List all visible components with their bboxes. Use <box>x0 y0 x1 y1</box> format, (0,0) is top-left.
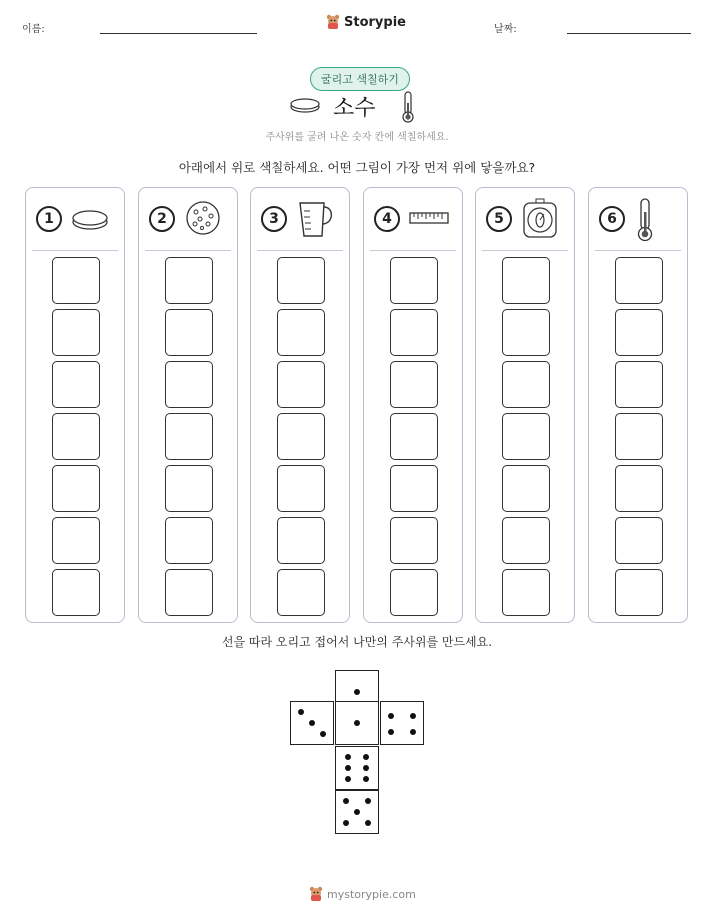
color-box[interactable] <box>502 465 550 512</box>
pip <box>410 729 416 735</box>
pip <box>388 729 394 735</box>
color-box[interactable] <box>390 413 438 460</box>
bear-mascot-icon <box>309 886 323 902</box>
column-number: 1 <box>36 206 62 232</box>
color-box[interactable] <box>390 517 438 564</box>
color-box[interactable] <box>52 517 100 564</box>
color-box[interactable] <box>52 413 100 460</box>
dice-net[interactable] <box>290 670 424 836</box>
column-divider <box>32 250 118 251</box>
column-3 <box>250 187 350 623</box>
color-box[interactable] <box>277 413 325 460</box>
timer-icon <box>520 198 560 240</box>
color-box[interactable] <box>52 309 100 356</box>
color-box[interactable] <box>165 517 213 564</box>
color-box[interactable] <box>277 361 325 408</box>
color-box[interactable] <box>615 465 663 512</box>
pip <box>363 776 369 782</box>
pip <box>354 689 360 695</box>
pip <box>354 809 360 815</box>
color-box[interactable] <box>277 569 325 616</box>
column-header <box>26 188 124 250</box>
color-box[interactable] <box>165 465 213 512</box>
color-box[interactable] <box>390 361 438 408</box>
pip <box>410 713 416 719</box>
footer <box>309 886 416 902</box>
column-divider <box>595 250 681 251</box>
pip <box>388 713 394 719</box>
color-box[interactable] <box>390 569 438 616</box>
net-instruction: 선을 따라 오리고 접어서 나만의 주사위를 만드세요. <box>221 635 493 649</box>
color-box[interactable] <box>390 309 438 356</box>
name-line[interactable] <box>100 33 257 34</box>
color-box[interactable] <box>502 257 550 304</box>
color-box[interactable] <box>165 413 213 460</box>
color-box[interactable] <box>615 257 663 304</box>
color-box[interactable] <box>165 309 213 356</box>
column-header <box>476 188 574 250</box>
color-box[interactable] <box>615 413 663 460</box>
column-6 <box>588 187 688 623</box>
column-1 <box>25 187 125 623</box>
color-box[interactable] <box>390 257 438 304</box>
color-box[interactable] <box>615 361 663 408</box>
pip <box>365 820 371 826</box>
pip <box>365 798 371 804</box>
die-face-1 <box>335 701 379 745</box>
column-divider <box>145 250 231 251</box>
color-box[interactable] <box>615 309 663 356</box>
column-number: 4 <box>374 206 400 232</box>
pip <box>345 754 351 760</box>
color-box[interactable] <box>52 569 100 616</box>
color-box[interactable] <box>277 517 325 564</box>
color-box[interactable] <box>165 257 213 304</box>
date-label: 날짜: <box>494 24 517 35</box>
color-box[interactable] <box>502 413 550 460</box>
color-box[interactable] <box>165 569 213 616</box>
pip <box>363 754 369 760</box>
column-number: 5 <box>486 206 512 232</box>
thermometer-icon <box>633 198 657 242</box>
subtitle: 주사위를 굴려 나온 숫자 칸에 색칠하세요. <box>265 132 449 143</box>
brand-name: Storypie <box>344 14 406 30</box>
column-header <box>251 188 349 250</box>
bear-mascot-icon <box>326 14 340 30</box>
color-box[interactable] <box>502 309 550 356</box>
column-divider <box>257 250 343 251</box>
measuring-cup-icon <box>295 198 337 240</box>
color-box[interactable] <box>615 569 663 616</box>
die-face-4 <box>380 701 424 745</box>
column-divider <box>370 250 456 251</box>
column-number: 2 <box>149 206 175 232</box>
column-header <box>589 188 687 250</box>
column-4 <box>363 187 463 623</box>
pip <box>354 720 360 726</box>
coin-icon <box>289 97 321 113</box>
color-box[interactable] <box>390 465 438 512</box>
brand-logo <box>326 14 406 30</box>
color-box[interactable] <box>277 465 325 512</box>
page-title: 소수 <box>333 96 376 121</box>
color-box[interactable] <box>502 517 550 564</box>
column-header <box>364 188 462 250</box>
column-2 <box>138 187 238 623</box>
coin-icon <box>70 198 110 238</box>
date-line[interactable] <box>567 33 691 34</box>
cookie-icon <box>183 198 223 238</box>
instruction: 아래에서 위로 색칠하세요. 어떤 그림이 가장 먼저 위에 닿을까요? <box>178 160 536 175</box>
column-5 <box>475 187 575 623</box>
pip <box>343 798 349 804</box>
pip <box>363 765 369 771</box>
column-header <box>139 188 237 250</box>
pip <box>345 776 351 782</box>
name-label: 이름: <box>22 24 45 35</box>
title-row <box>289 91 425 123</box>
color-box[interactable] <box>52 465 100 512</box>
die-face-6 <box>335 746 379 790</box>
thermometer-icon <box>401 91 415 123</box>
column-number: 6 <box>599 206 625 232</box>
color-box[interactable] <box>165 361 213 408</box>
activity-tag: 굴리고 색칠하기 <box>310 67 410 91</box>
pip <box>343 820 349 826</box>
ruler-icon <box>408 198 450 238</box>
color-box[interactable] <box>502 569 550 616</box>
color-box[interactable] <box>52 257 100 304</box>
pip <box>345 765 351 771</box>
pip <box>309 720 315 726</box>
column-divider <box>482 250 568 251</box>
die-face-5 <box>335 790 379 834</box>
color-box[interactable] <box>615 517 663 564</box>
die-face-3 <box>290 701 334 745</box>
pip <box>320 731 326 737</box>
color-box[interactable] <box>52 361 100 408</box>
footer-url[interactable]: mystorypie.com <box>327 887 416 901</box>
color-box[interactable] <box>277 257 325 304</box>
color-box[interactable] <box>502 361 550 408</box>
color-box[interactable] <box>277 309 325 356</box>
pip <box>298 709 304 715</box>
column-number: 3 <box>261 206 287 232</box>
